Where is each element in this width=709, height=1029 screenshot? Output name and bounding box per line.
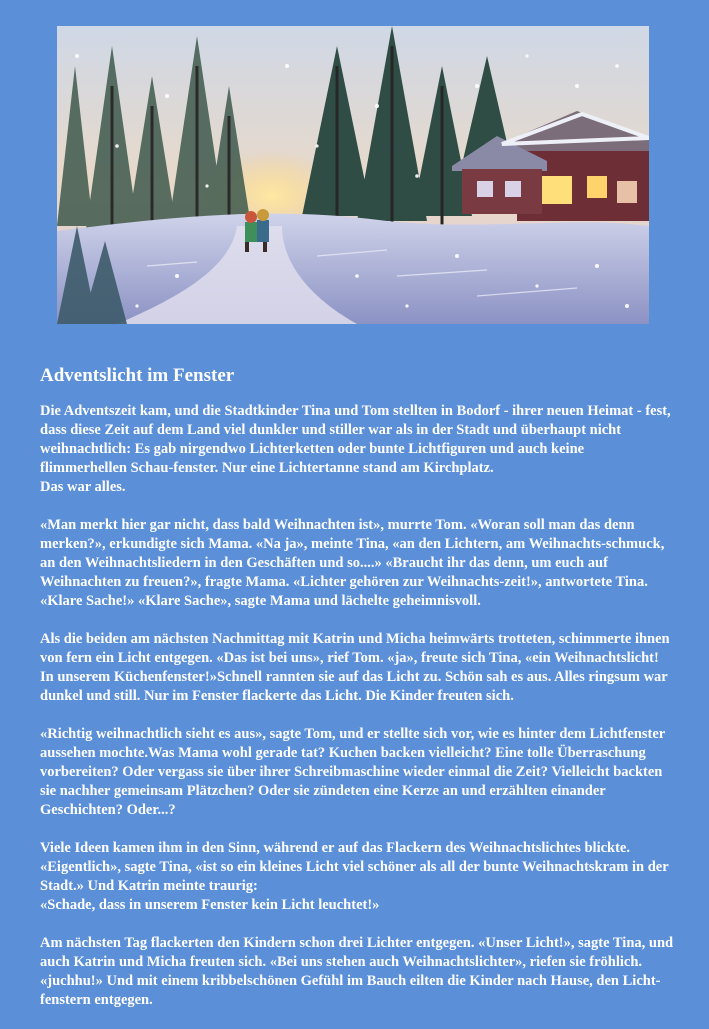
story-paragraph: [40, 402, 674, 497]
winter-village-illustration: [57, 26, 649, 324]
story-paragraph: [40, 516, 674, 611]
story-paragraph: [40, 934, 674, 1010]
story-paragraph: [40, 725, 674, 820]
story-body: [40, 402, 674, 1029]
story-paragraph-4-text: «Richtig weihnachtlich sieht es aus», sagte Tom, und er stellte sich vor, wie es hinter dem Lichtfenster aussehen mochte.Was Mama wohl gerade tat? Kuchen backen vielleicht? Eine tolle Überraschung vorbereiten? Oder vergass sie über ihrer Schreibmaschine wieder einmal die Zeit? Vielleicht backten sie nachher gemeinsam Plätzchen? Oder sie zündeten eine Kerze an und erzählten einander Geschichten? Oder...?: [40, 726, 665, 818]
story-paragraph-6-text: Am nächsten Tag flackerten den Kindern schon drei Lichter entgegen. «Unser Licht!», sagte Tina, und auch Katrin und Micha freuten sich. «Bei uns stehen auch Weihnachtslichter», riefen sie fröhlich. «juchhu!» Und mit einem kribbelschönen Gefühl im Bauch eilten die Kinder nach Hause, den Licht-fenstern entgegen.: [40, 935, 674, 1008]
snowy-village-picture: [57, 26, 649, 324]
story-paragraph-1-text: Die Adventszeit kam, und die Stadtkinder Tina und Tom stellten in Bodorf - ihrer neuen Heimat - fest, dass diese Zeit auf dem Land viel dunkler und stiller war als in der Stadt und überhaupt nicht weihnachtlich: Es gab nirgendwo Lichterketten oder bunte Lichtfiguren und auch keine flimmerhellen Schau-fenster. Nur eine Lichtertanne stand am Kirchplatz. Das war alles.: [40, 403, 671, 495]
story-paragraph: [40, 839, 674, 915]
story-title: Adventslicht im Fenster: [40, 365, 235, 386]
story-paragraph-2-text: «Man merkt hier gar nicht, dass bald Weihnachten ist», murrte Tom. «Woran soll man das denn merken?», erkundigte sich Mama. «Na ja», meinte Tina, «an den Lichtern, am Weihnachts-schmuck, an den Weihnachtsliedern in den Geschäften und so....» «Braucht ihr das denn, um euch auf Weihnachten zu freuen?», fragte Mama. «Lichter gehören zur Weihnachts-zeit!», antwortete Tina. «Klare Sache!» «Klare Sache», sagte Mama und lächelte geheimnisvoll.: [40, 517, 665, 609]
story-paragraph-5-text: Viele Ideen kamen ihm in den Sinn, während er auf das Flackern des Weihnachtslichtes blickte. «Eigentlich», sagte Tina, «ist so ein kleines Licht viel schöner als all der bunte Weihnachtskram in der Stadt.» Und Katrin meinte traurig: «Schade, dass in unserem Fenster kein Licht leuchtet!»: [40, 840, 669, 913]
story-paragraph-3-text: Als die beiden am nächsten Nachmittag mit Katrin und Micha heimwärts trotteten, schimmerte ihnen von fern ein Licht entgegen. «Das ist bei uns», rief Tom. «ja», freute sich Tina, «ein Weihnachtslicht! In unserem Küchenfenster!»Schnell rannten sie auf das Licht zu. Schön sah es aus. Alles ringsum war dunkel und still. Nur im Fenster flackerte das Licht. Die Kinder freuten sich.: [40, 631, 670, 704]
story-paragraph: [40, 630, 674, 706]
